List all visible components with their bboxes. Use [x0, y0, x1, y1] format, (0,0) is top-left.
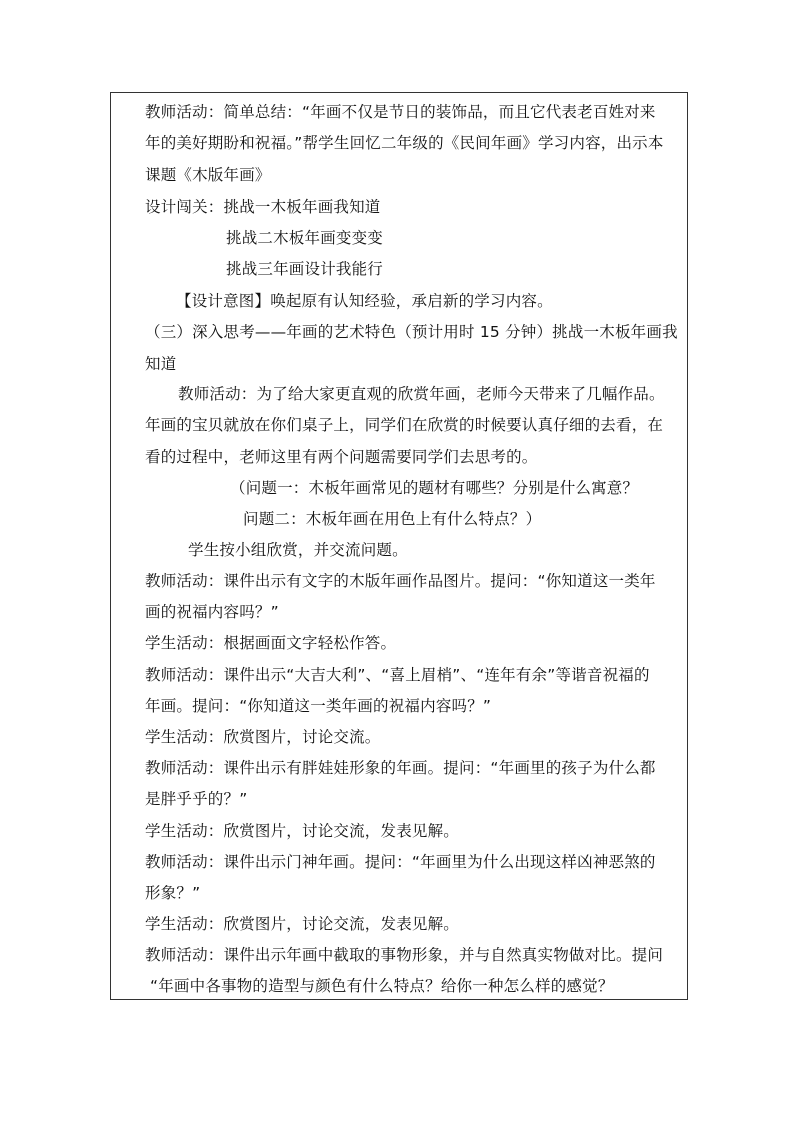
text-line: 问题二：木板年画在用色上有什么特点？） — [243, 510, 542, 528]
text-line: 设计闯关：挑战一木板年画我知道 — [145, 198, 381, 216]
text-line: 学生活动：欣赏图片，讨论交流，发表见解。 — [145, 822, 460, 840]
text-line: 知道 — [145, 355, 177, 373]
text-line: 挑战三年画设计我能行 — [226, 260, 384, 278]
text-line: （问题一：木板年画常见的题材有哪些？分别是什么寓意？ — [230, 479, 639, 497]
text-line: 画的祝福内容吗？” — [145, 603, 279, 621]
text-line: 【设计意图】唤起原有认知经验，承启新的学习内容。 — [176, 292, 553, 310]
text-line: 教师活动：课件出示年画中截取的事物形象，并与自然真实物做对比。提问 — [145, 946, 664, 964]
text-line: 看的过程中，老师这里有两个问题需要同学们去思考的。 — [145, 448, 538, 466]
text-line: 教师活动：课件出示有文字的木版年画作品图片。提问：“你知道这一类年 — [145, 572, 656, 590]
text-line: 学生活动：欣赏图片，讨论交流，发表见解。 — [145, 915, 460, 933]
text-line: 是胖乎乎的？” — [145, 790, 248, 808]
text-line: 学生活动：欣赏图片，讨论交流。 — [145, 728, 381, 746]
text-line: 教师活动：课件出示有胖娃娃形象的年画。提问：“年画里的孩子为什么都 — [145, 759, 656, 777]
text-line: “年画中各事物的造型与颜色有什么特点？给你一种怎么样的感觉？ — [150, 977, 614, 995]
text-line: 年的美好期盼和祝福。”帮学生回忆二年级的《民间年画》学习内容，出示本 — [145, 134, 664, 152]
text-line: 挑战二木板年画变变变 — [226, 229, 384, 247]
text-line: 学生按小组欣赏，并交流问题。 — [188, 541, 408, 559]
text-line: 课题《木版年画》 — [145, 166, 271, 184]
text-line: 年画。提问：“你知道这一类年画的祝福内容吗？” — [145, 697, 492, 715]
text-line: 形象？” — [145, 884, 201, 902]
text-line: 学生活动：根据画面文字轻松作答。 — [145, 634, 397, 652]
text-line: 教师活动：为了给大家更直观的欣赏年画，老师今天带来了几幅作品。 — [178, 385, 665, 403]
text-line: （三）深入思考——年画的艺术特色（预计用时 15 分钟）挑战一木板年画我 — [145, 323, 678, 341]
text-line: 教师活动：课件出示“大吉大利”、“喜上眉梢”、“连年有余”等谐音祝福的 — [145, 666, 650, 684]
text-line: 年画的宝贝就放在你们桌子上，同学们在欣赏的时候要认真仔细的去看，在 — [145, 416, 664, 434]
text-line: 教师活动：课件出示门神年画。提问：“年画里为什么出现这样凶神恶煞的 — [145, 853, 656, 871]
text-line: 教师活动：简单总结：“年画不仅是节日的装饰品，而且它代表老百姓对来 — [145, 103, 656, 121]
